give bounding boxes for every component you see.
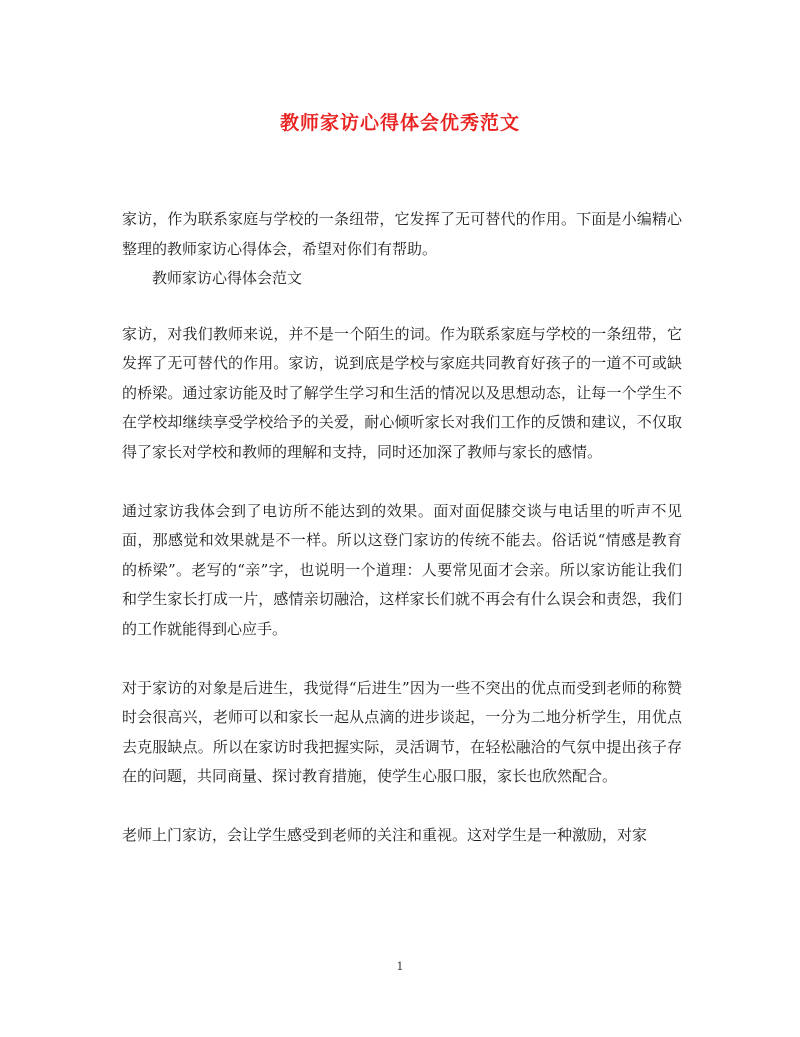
paragraph-spacer [122,792,682,822]
paragraph-spacer [122,294,682,320]
paragraph-spacer [122,644,682,674]
body-paragraph: 家访，对我们教师来说，并不是一个陌生的词。作为联系家庭与学校的一条纽带，它发挥了无可替代的作用。家访，说到底是学校与家庭共同教育好孩子的一道不可或缺的桥梁。通过家访能及时了解学生学习和生活的情况以及思想动态，让每一个学生不在学校却继续享受学校给予的关爱，耐心倾听家长对我们工作的反馈和建议，不仅取得了家长对学校和教师的理解和支持，同时还加深了教师与家长的感情。 [122,324,682,461]
body-paragraph: 对于家访的对象是后进生，我觉得“后进生”因为一些不突出的优点而受到老师的称赞时会很高兴，老师可以和家长一起从点滴的进步谈起，一分为二地分析学生，用优点去克服缺点。所以在家访时我把握实际，灵活调节，在轻松融洽的气氛中提出孩子存在的问题，共同商量、探讨教育措施，使学生心服口服，家长也欣然配合。 [122,678,682,785]
body-paragraph: 通过家访我体会到了电访所不能达到的效果。面对面促膝交谈与电话里的听声不见面，那感觉和效果就是不一样。所以这登门家访的传统不能去。俗话说“情感是教育的桥梁”。老写的“亲”字，也说明一个道理：人要常见面才会亲。所以家访能让我们和学生家长打成一片，感情亲切融洽，这样家长们就不再会有什么误会和责怨，我们的工作就能得到心应手。 [122,501,682,638]
page-number: 1 [396,960,404,973]
document-title: 教师家访心得体会优秀范文 [279,112,520,134]
paragraph-spacer [122,467,682,497]
section-subheading: 教师家访心得体会范文 [152,269,303,287]
body-paragraph: 老师上门家访，会让学生感受到老师的关注和重视。这对学生是一种激励，对家 [122,826,648,844]
intro-paragraph: 家访，作为联系家庭与学校的一条纽带，它发挥了无可替代的作用。下面是小编精心整理的教师家访心得体会，希望对你们有帮助。 [122,210,682,258]
document-body [122,205,682,851]
